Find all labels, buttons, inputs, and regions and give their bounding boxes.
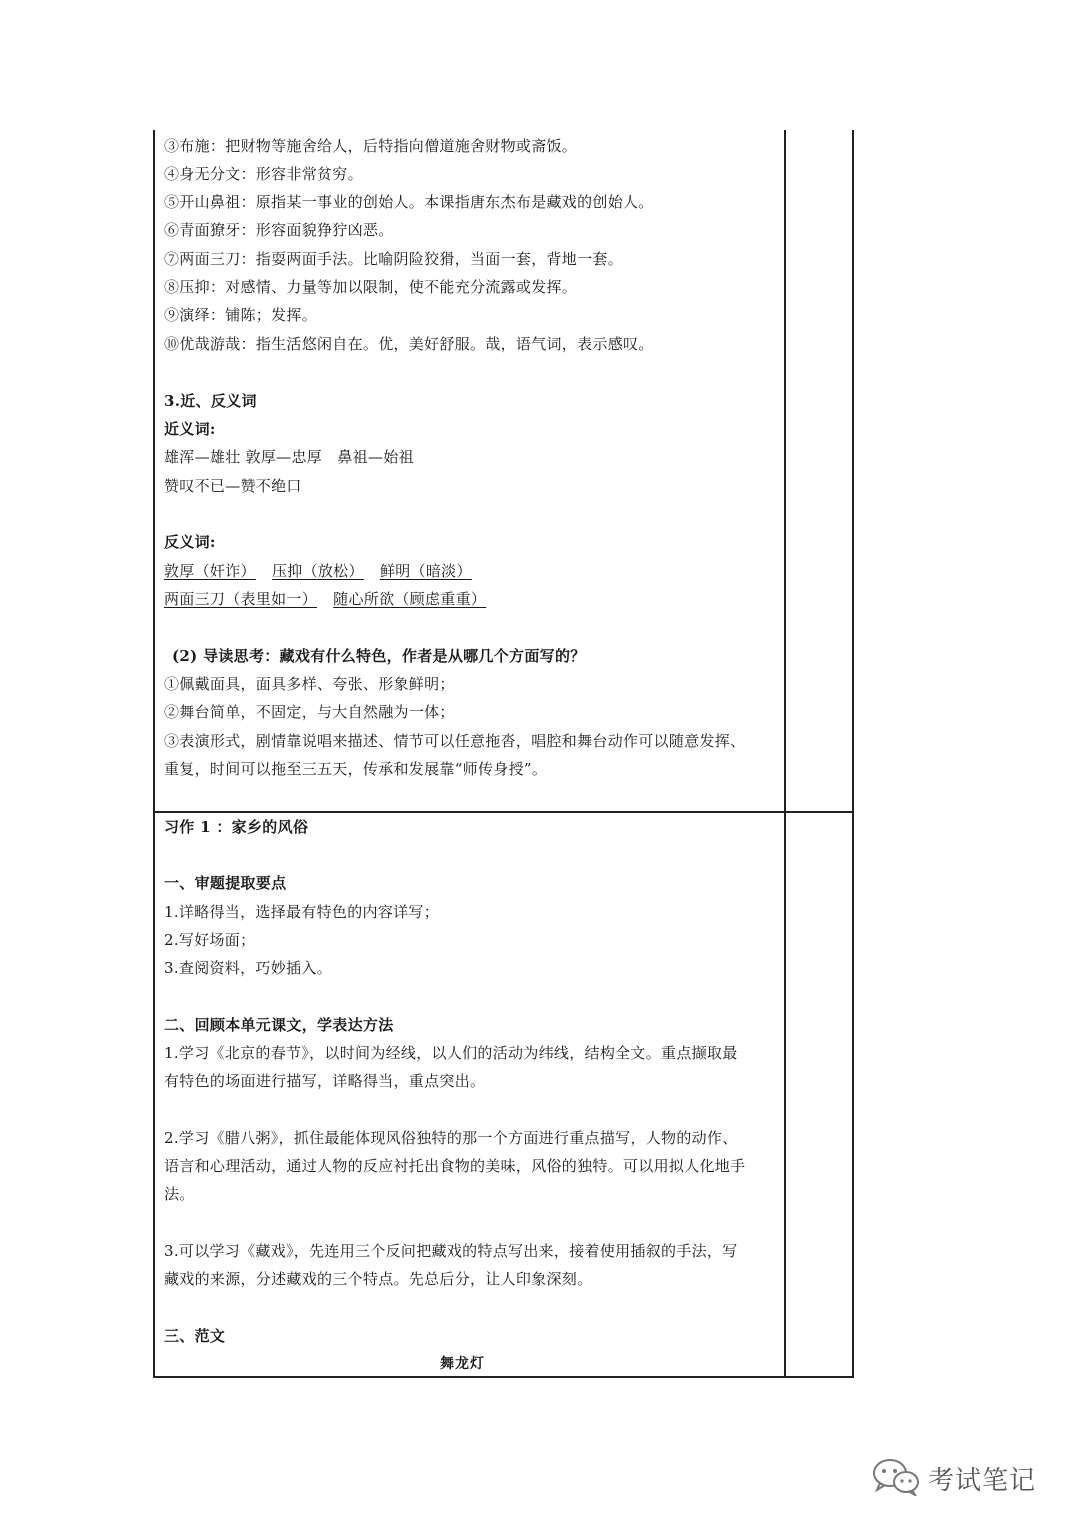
synonym-line: 赞叹不已—赞不绝口 [164, 477, 302, 495]
paragraph-line: 2.学习《腊八粥》，抓住最能体现风俗独特的那一个方面进行重点描写，人物的动作、 [164, 1129, 738, 1147]
exercise-title: 习作 1 ：家乡的风俗 [164, 818, 309, 836]
answer-item: ②舞台简单，不固定，与大自然融为一体； [164, 703, 455, 721]
antonym-pair: 鲜明（暗淡） [379, 562, 472, 580]
definition-item: ⑤开山鼻祖：原指某一事业的创始人。本课指唐东杰布是藏戏的创始人。 [164, 193, 654, 211]
table-border-bottom [153, 1376, 854, 1378]
list-item: 1.详略得当，选择最有特色的内容详写； [164, 903, 440, 921]
definition-item: ④身无分文：形容非常贫穷。 [164, 165, 363, 183]
watermark [870, 1458, 1060, 1498]
answer-item: ①佩戴面具，面具多样、夸张、形象鲜明； [164, 675, 455, 693]
section-heading: 三、范文 [164, 1327, 226, 1345]
table-border-right [852, 130, 854, 1378]
paragraph-line: 藏戏的来源，分述藏戏的三个特点。先总后分，让人印象深刻。 [164, 1270, 593, 1288]
paragraph-line: 有特色的场面进行描写，详略得当，重点突出。 [164, 1072, 486, 1090]
section-heading: 一、审题提取要点 [164, 874, 287, 892]
row-divider [153, 811, 854, 813]
wechat-icon [870, 1456, 922, 1500]
antonym-label: 反义词: [164, 533, 216, 551]
answer-item: 重复，时间可以拖至三五天，传承和发展靠“师传身授”。 [164, 760, 548, 778]
definition-item: ③布施：把财物等施舍给人，后特指向僧道施舍财物或斋饭。 [164, 137, 578, 155]
paragraph-line: 语言和心理活动，通过人物的反应衬托出食物的美味，风俗的独特。可以用拟人化地手 [164, 1157, 746, 1175]
definition-item: ⑧压抑：对感情、力量等加以限制，使不能充分流露或发挥。 [164, 278, 578, 296]
paragraph-line: 3.可以学习《藏戏》，先连用三个反问把藏戏的特点写出来，接着使用插叙的手法，写 [164, 1242, 738, 1260]
paragraph-line: 1.学习《北京的春节》，以时间为经线，以人们的活动为纬线，结构全文。重点撷取最 [164, 1044, 738, 1062]
synonym-label: 近义词: [164, 420, 216, 438]
paragraph-line: 法。 [164, 1185, 195, 1203]
antonym-pair: 随心所欲（顾虑重重） [333, 590, 487, 608]
definition-item: ⑦两面三刀：指耍两面手法。比喻阴险狡猾，当面一套，背地一套。 [164, 250, 624, 268]
antonym-pair: 压抑（放松） [271, 562, 364, 580]
table-border-left [153, 130, 155, 1378]
synonym-antonym-heading: 3.近、反义词 [164, 392, 257, 410]
antonym-row [164, 561, 472, 581]
answer-item: ③表演形式，剧情靠说唱来描述、情节可以任意拖沓，唱腔和舞台动作可以随意发挥、 [164, 732, 746, 750]
antonym-pair: 两面三刀（表里如一） [164, 590, 318, 608]
list-item: 3.查阅资料，巧妙插入。 [164, 959, 332, 977]
definition-item: ⑩优哉游哉：指生活悠闲自在。优，美好舒服。哉，语气词，表示感叹。 [164, 335, 654, 353]
table-border-middle [784, 130, 786, 1378]
antonym-row [164, 589, 486, 609]
section-heading: 二、回顾本单元课文，学表达方法 [164, 1016, 394, 1034]
essay-title: 舞龙灯 [440, 1356, 485, 1372]
reading-question: (2) 导读思考：藏戏有什么特色，作者是从哪几个方面写的？ [172, 647, 586, 665]
list-item: 2.写好场面； [164, 931, 256, 949]
definition-item: ⑨演绎：铺陈；发挥。 [164, 306, 318, 324]
definition-item: ⑥青面獠牙：形容面貌狰狞凶恶。 [164, 221, 394, 239]
watermark-text: 考试笔记 [928, 1465, 1037, 1496]
antonym-pair: 敦厚（奸诈） [164, 562, 256, 580]
synonym-line: 雄浑—雄壮 敦厚—忠厚 鼻祖—始祖 [164, 448, 414, 466]
